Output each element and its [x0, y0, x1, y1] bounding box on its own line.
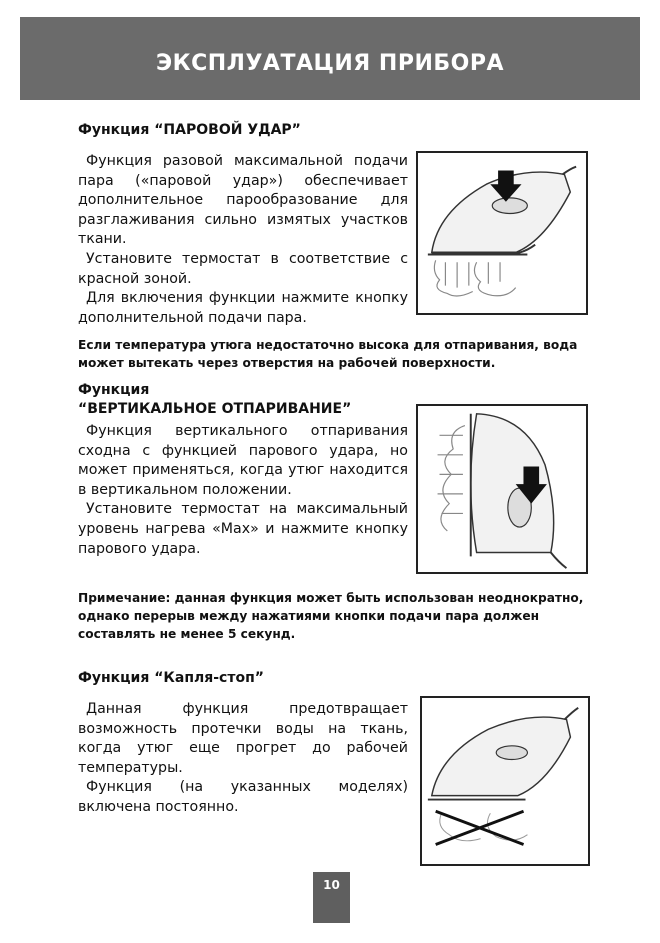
- drip-stop-illustration: [420, 696, 590, 866]
- section-vertical-steam-title-line2: “ВЕРТИКАЛЬНОЕ ОТПАРИВАНИЕ”: [78, 401, 352, 417]
- page-title: ЭКСПЛУАТАЦИЯ ПРИБОРА: [156, 51, 504, 76]
- paragraph: Функция разовой максимальной подачи пара («паровой удар») обеспечивает дополнительное парообразование для разглаживания сильно измятых участков ткани.: [78, 153, 408, 248]
- paragraph: Функция вертикального отпаривания сходна с функцией парового удара, но может применяться, когда утюг находится в вертикальном положении.: [78, 423, 408, 498]
- vertical-steam-illustration: [416, 404, 588, 574]
- section-drip-stop-title: Функция “Капля-стоп”: [78, 670, 264, 686]
- section-steam-burst-title: Функция “ПАРОВОЙ УДАР”: [78, 122, 301, 138]
- paragraph: Для включения функции нажмите кнопку дополнительной подачи пара.: [78, 290, 408, 326]
- section-steam-burst-text: [78, 152, 408, 328]
- section-vertical-steam-text: [78, 422, 408, 559]
- paragraph: Данная функция предотвращает возможность протечки воды на ткань, когда утюг еще прогрет до рабочей температуры.: [78, 701, 408, 776]
- section-vertical-steam-title-line1: Функция: [78, 382, 150, 398]
- paragraph: Установите термостат в соответствие с красной зоной.: [78, 250, 408, 287]
- paragraph: Функция (на указанных моделях) включена постоянно.: [78, 779, 408, 815]
- paragraph: Установите термостат на максимальный уровень нагрева «Max» и нажмите кнопку парового удара.: [78, 501, 408, 557]
- page-header: [20, 17, 640, 100]
- steam-burst-illustration: [416, 151, 588, 315]
- steam-burst-warning: Если температура утюга недостаточно высока для отпаривания, вода может вытекать через отверстия на рабочей поверхности.: [78, 338, 578, 370]
- iron-no-drip-icon: [422, 698, 588, 864]
- iron-steam-down-icon: [418, 153, 586, 313]
- iron-vertical-icon: [418, 406, 586, 572]
- section-drip-stop-text: [78, 700, 408, 818]
- cross-out-icon: [436, 811, 524, 844]
- page-number: 10: [313, 872, 350, 923]
- vertical-steam-note: Примечание: данная функция может быть использован неоднократно, однако перерыв между нажатиями кнопки подачи пара должен составлять не менее 5 секунд.: [78, 591, 584, 641]
